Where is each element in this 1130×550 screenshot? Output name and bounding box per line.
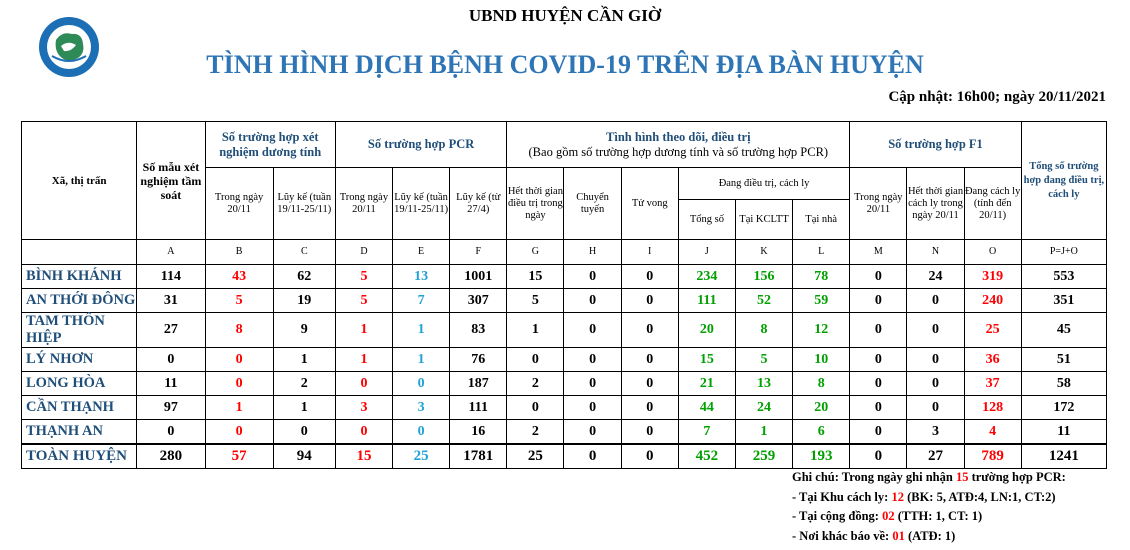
cell-treating-home: 59	[793, 289, 850, 313]
cell-death: 0	[621, 372, 678, 396]
cell-pcr-cum-total: 307	[450, 289, 507, 313]
col-header-o: Đang cách ly (tính đến 20/11)	[964, 168, 1021, 240]
cell-pcr-today: 1	[335, 348, 392, 372]
cell-pcr-cum-week: 13	[393, 265, 450, 289]
cell-treating-home: 78	[793, 265, 850, 289]
cell-treating-kcltt: 24	[735, 396, 792, 420]
cell-transfer: 0	[564, 372, 621, 396]
code-n: N	[907, 240, 964, 265]
cell-f1-done: 0	[907, 313, 964, 348]
col-header-g: Hết thời gian điều trị trong ngày	[507, 168, 564, 240]
commune-name: TAM THÔN HIỆP	[22, 313, 137, 348]
col-header-samples: Số mẫu xét nghiệm tầm soát	[137, 122, 205, 240]
cell-positive-cum: 1	[273, 348, 335, 372]
table-row	[22, 313, 1107, 348]
cell-death: 0	[621, 420, 678, 445]
cell-positive-cum: 2	[273, 372, 335, 396]
cell-pcr-today: 1	[335, 313, 392, 348]
cell-transfer: 0	[564, 313, 621, 348]
cell-transfer: 0	[564, 348, 621, 372]
cell-pcr-cum-week: 1	[393, 313, 450, 348]
table-row	[22, 265, 1107, 289]
cell-treating-home: 193	[793, 444, 850, 469]
cell-f1-isolating: 789	[964, 444, 1021, 469]
cell-treating-total: 20	[678, 313, 735, 348]
cell-pcr-cum-total: 16	[450, 420, 507, 445]
cell-death: 0	[621, 289, 678, 313]
cell-treating-total: 15	[678, 348, 735, 372]
col-header-c: Lũy kế (tuần 19/11-25/11)	[273, 168, 335, 240]
cell-pcr-cum-week: 0	[393, 372, 450, 396]
cell-pcr-cum-week: 3	[393, 396, 450, 420]
col-header-e: Lũy kế (tuần 19/11-25/11)	[393, 168, 450, 240]
cell-f1-isolating: 128	[964, 396, 1021, 420]
cell-treating-total: 111	[678, 289, 735, 313]
cell-pcr-cum-week: 0	[393, 420, 450, 445]
group-header-treating: Đang điều trị, cách ly	[678, 168, 849, 200]
code-a: A	[137, 240, 205, 265]
col-header-commune: Xã, thị trấn	[22, 122, 137, 240]
cell-pcr-today: 5	[335, 289, 392, 313]
cell-f1-today: 0	[850, 313, 907, 348]
col-header-d: Trong ngày 20/11	[335, 168, 392, 240]
cell-treating-total: 452	[678, 444, 735, 469]
commune-name: THẠNH AN	[22, 420, 137, 445]
col-header-total-treatment: Tổng số trường hợp đang điều trị, cách ly	[1021, 122, 1106, 240]
cell-samples: 11	[137, 372, 205, 396]
col-header-m: Trong ngày 20/11	[850, 168, 907, 240]
cell-pcr-cum-total: 1781	[450, 444, 507, 469]
table-row	[22, 420, 1107, 445]
cell-f1-done: 0	[907, 372, 964, 396]
code-f: F	[450, 240, 507, 265]
cell-f1-isolating: 25	[964, 313, 1021, 348]
note-line: Ghi chú: Trong ngày ghi nhận 15 trường hợp PCR:	[792, 470, 1066, 484]
cell-positive-today: 0	[205, 372, 273, 396]
cell-treating-total: 21	[678, 372, 735, 396]
cell-positive-today: 0	[205, 348, 273, 372]
cell-transfer: 0	[564, 265, 621, 289]
cell-total-treatment: 51	[1021, 348, 1106, 372]
cell-transfer: 0	[564, 420, 621, 445]
cell-death: 0	[621, 444, 678, 469]
cell-treating-kcltt: 156	[735, 265, 792, 289]
cell-total-treatment: 58	[1021, 372, 1106, 396]
cell-positive-cum: 1	[273, 396, 335, 420]
monitoring-note: (Bao gồm số trường hợp dương tính và số trường hợp PCR)	[528, 144, 829, 159]
cell-positive-today: 0	[205, 420, 273, 445]
cell-pcr-cum-total: 76	[450, 348, 507, 372]
commune-name: AN THỚI ĐÔNG	[22, 289, 137, 313]
cell-samples: 280	[137, 444, 205, 469]
commune-name: LÝ NHƠN	[22, 348, 137, 372]
cell-f1-today: 0	[850, 444, 907, 469]
code-m: M	[850, 240, 907, 265]
cell-samples: 31	[137, 289, 205, 313]
cell-transfer: 0	[564, 289, 621, 313]
cell-positive-cum: 9	[273, 313, 335, 348]
cell-f1-today: 0	[850, 348, 907, 372]
cell-positive-today: 8	[205, 313, 273, 348]
group-header-f1: Số trường hợp F1	[850, 122, 1021, 168]
code-p: P=J+O	[1021, 240, 1106, 265]
cell-samples: 0	[137, 420, 205, 445]
cell-f1-today: 0	[850, 396, 907, 420]
cell-f1-today: 0	[850, 265, 907, 289]
cell-treating-home: 10	[793, 348, 850, 372]
table-row	[22, 396, 1107, 420]
cell-pcr-cum-total: 1001	[450, 265, 507, 289]
cell-transfer: 0	[564, 396, 621, 420]
cell-done: 5	[507, 289, 564, 313]
cell-pcr-today: 3	[335, 396, 392, 420]
code-j: J	[678, 240, 735, 265]
col-header-h: Chuyển tuyến	[564, 168, 621, 240]
cell-done: 0	[507, 396, 564, 420]
commune-name: BÌNH KHÁNH	[22, 265, 137, 289]
cell-pcr-today: 5	[335, 265, 392, 289]
cell-pcr-today: 0	[335, 420, 392, 445]
col-header-j: Tổng số	[678, 200, 735, 240]
cell-pcr-today: 15	[335, 444, 392, 469]
monitoring-title: Tình hình theo dõi, điều trị	[606, 129, 751, 144]
cell-done: 2	[507, 372, 564, 396]
cell-treating-kcltt: 259	[735, 444, 792, 469]
commune-name: TOÀN HUYỆN	[22, 444, 137, 469]
cell-pcr-cum-total: 111	[450, 396, 507, 420]
cell-done: 25	[507, 444, 564, 469]
code-h: H	[564, 240, 621, 265]
cell-f1-done: 0	[907, 396, 964, 420]
table-row	[22, 348, 1107, 372]
cell-positive-today: 1	[205, 396, 273, 420]
cell-treating-total: 234	[678, 265, 735, 289]
cell-f1-isolating: 4	[964, 420, 1021, 445]
cell-f1-isolating: 37	[964, 372, 1021, 396]
cell-done: 1	[507, 313, 564, 348]
code-d: D	[335, 240, 392, 265]
cell-death: 0	[621, 313, 678, 348]
cell-total-treatment: 351	[1021, 289, 1106, 313]
cell-f1-today: 0	[850, 420, 907, 445]
cell-death: 0	[621, 396, 678, 420]
code-b: B	[205, 240, 273, 265]
cell-f1-isolating: 240	[964, 289, 1021, 313]
col-header-k: Tại KCLTT	[735, 200, 792, 240]
cell-treating-kcltt: 13	[735, 372, 792, 396]
covid-stats-table	[21, 121, 1107, 469]
cell-transfer: 0	[564, 444, 621, 469]
cell-positive-cum: 0	[273, 420, 335, 445]
cell-treating-total: 44	[678, 396, 735, 420]
group-header-pcr: Số trường hợp PCR	[335, 122, 506, 168]
cell-done: 15	[507, 265, 564, 289]
cell-done: 0	[507, 348, 564, 372]
cell-f1-today: 0	[850, 289, 907, 313]
page-title: TÌNH HÌNH DỊCH BỆNH COVID-19 TRÊN ĐỊA BÀN HUYỆN	[206, 50, 924, 79]
cell-treating-kcltt: 52	[735, 289, 792, 313]
cell-treating-home: 20	[793, 396, 850, 420]
cell-total-treatment: 45	[1021, 313, 1106, 348]
group-header-monitoring	[507, 122, 850, 168]
col-header-f: Lũy kế (từ 27/4)	[450, 168, 507, 240]
table-row	[22, 372, 1107, 396]
cell-samples: 0	[137, 348, 205, 372]
cell-death: 0	[621, 348, 678, 372]
cell-f1-done: 0	[907, 289, 964, 313]
cell-pcr-cum-week: 25	[393, 444, 450, 469]
note-line: - Nơi khác báo về: 01 (ATĐ: 1)	[792, 528, 956, 543]
agency-name: UBND HUYỆN CẦN GIỜ	[468, 6, 662, 25]
code-e: E	[393, 240, 450, 265]
cell-pcr-today: 0	[335, 372, 392, 396]
col-header-b: Trong ngày 20/11	[205, 168, 273, 240]
cell-treating-kcltt: 8	[735, 313, 792, 348]
code-c: C	[273, 240, 335, 265]
cell-positive-today: 43	[205, 265, 273, 289]
cell-treating-kcltt: 1	[735, 420, 792, 445]
cell-f1-today: 0	[850, 372, 907, 396]
cell-samples: 97	[137, 396, 205, 420]
code-o: O	[964, 240, 1021, 265]
code-g: G	[507, 240, 564, 265]
cell-death: 0	[621, 265, 678, 289]
cell-positive-cum: 62	[273, 265, 335, 289]
cell-pcr-cum-week: 1	[393, 348, 450, 372]
cell-total-treatment: 1241	[1021, 444, 1106, 469]
total-row	[22, 444, 1107, 469]
cell-treating-total: 7	[678, 420, 735, 445]
cell-total-treatment: 172	[1021, 396, 1106, 420]
cell-f1-isolating: 36	[964, 348, 1021, 372]
cell-positive-cum: 19	[273, 289, 335, 313]
cell-f1-done: 0	[907, 348, 964, 372]
group-header-positive: Số trường hợp xét nghiệm dương tính	[205, 122, 335, 168]
cell-f1-done: 27	[907, 444, 964, 469]
col-header-i: Tử vong	[621, 168, 678, 240]
cell-total-treatment: 553	[1021, 265, 1106, 289]
cell-treating-home: 12	[793, 313, 850, 348]
cell-total-treatment: 11	[1021, 420, 1106, 445]
commune-name: LONG HÒA	[22, 372, 137, 396]
cell-pcr-cum-week: 7	[393, 289, 450, 313]
cell-samples: 114	[137, 265, 205, 289]
cell-f1-isolating: 319	[964, 265, 1021, 289]
cell-treating-home: 8	[793, 372, 850, 396]
note-line: - Tại cộng đồng: 02 (TTH: 1, CT: 1)	[792, 509, 983, 523]
col-header-l: Tại nhà	[793, 200, 850, 240]
code-i: I	[621, 240, 678, 265]
table-body	[22, 265, 1107, 469]
code-k: K	[735, 240, 792, 265]
cell-f1-done: 3	[907, 420, 964, 445]
update-timestamp: Cập nhật: 16h00; ngày 20/11/2021	[888, 89, 1106, 105]
note-line: - Tại Khu cách ly: 12 (BK: 5, ATĐ:4, LN:1, CT:2)	[792, 489, 1056, 504]
cell-samples: 27	[137, 313, 205, 348]
cell-done: 2	[507, 420, 564, 445]
commune-name: CẦN THẠNH	[22, 396, 137, 420]
cell-positive-today: 57	[205, 444, 273, 469]
cell-treating-kcltt: 5	[735, 348, 792, 372]
cell-f1-done: 24	[907, 265, 964, 289]
cell-pcr-cum-total: 187	[450, 372, 507, 396]
cell-treating-home: 6	[793, 420, 850, 445]
cell-positive-today: 5	[205, 289, 273, 313]
cell-positive-cum: 94	[273, 444, 335, 469]
col-header-n: Hết thời gian cách ly trong ngày 20/11	[907, 168, 964, 240]
cell-pcr-cum-total: 83	[450, 313, 507, 348]
code-l: L	[793, 240, 850, 265]
notes-block	[792, 468, 1066, 546]
table-row	[22, 289, 1107, 313]
